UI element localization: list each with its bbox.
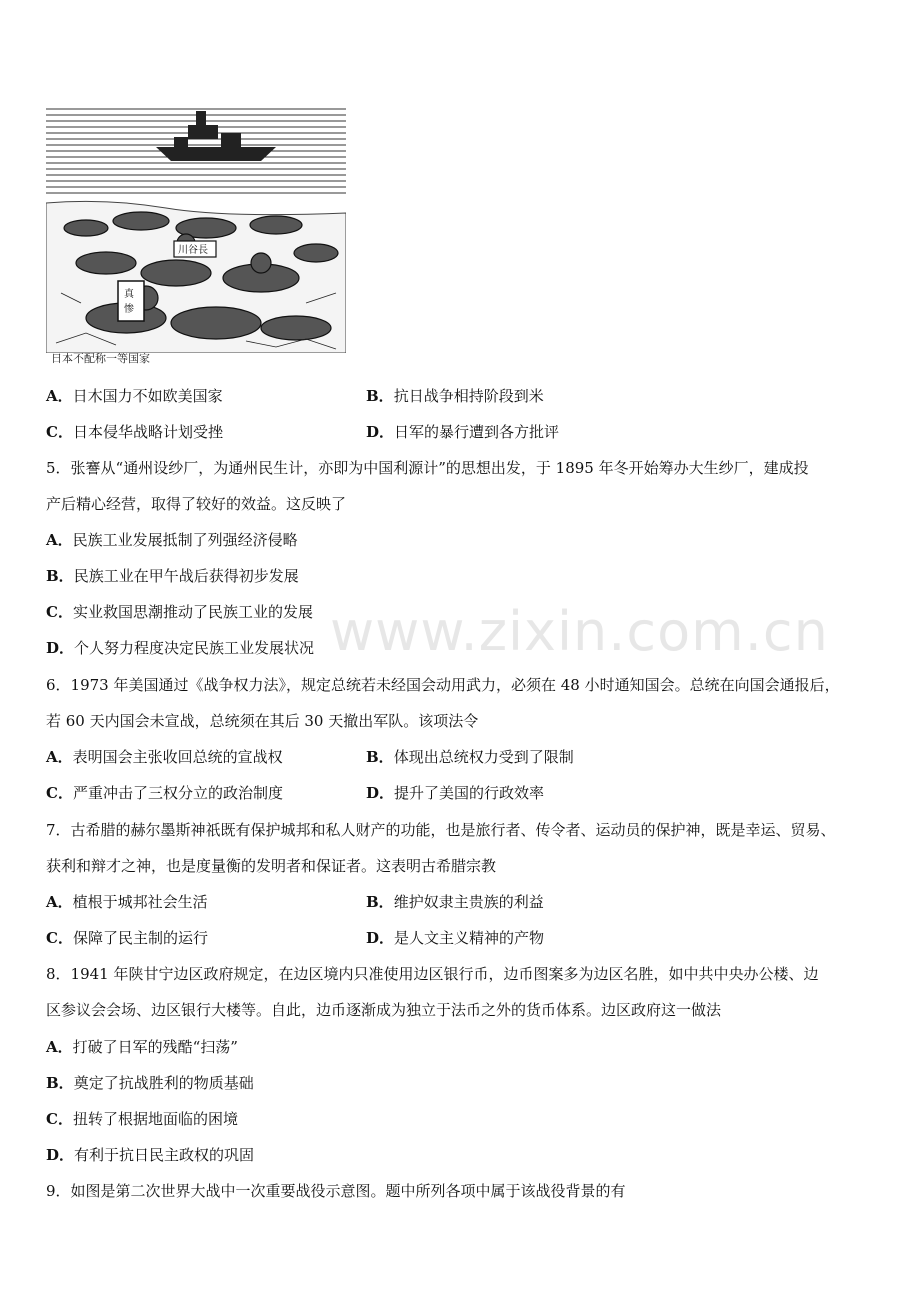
option-text: 是人文主义精神的产物 xyxy=(394,929,545,947)
q6-stem-line-1: 6．1973 年美国通过《战争权力法》，规定总统若未经国会动用武力，必须在 48 小时通知国会。总统在向国会通报后， xyxy=(46,676,840,694)
q8-option-b[interactable] xyxy=(46,1073,254,1093)
sign-left-1: 真 xyxy=(124,289,134,300)
option-text: 提升了美国的行政效率 xyxy=(394,784,545,802)
option-letter: A． xyxy=(46,1038,73,1056)
option-text: 植根于城邦社会生活 xyxy=(72,893,208,911)
option-letter: A． xyxy=(46,748,73,766)
q6-option-a[interactable] xyxy=(46,747,283,767)
q4-option-b[interactable] xyxy=(366,386,544,406)
option-letter: A． xyxy=(46,387,73,405)
q9-stem-line-1: 9．如图是第二次世界大战中一次重要战役示意图。题中所列各项中属于该战役背景的有 xyxy=(46,1182,626,1200)
option-letter: D． xyxy=(366,784,395,802)
option-text: 体现出总统权力受到了限制 xyxy=(393,748,574,766)
option-letter: B． xyxy=(46,1074,74,1092)
option-letter: A． xyxy=(46,893,73,911)
option-text: 日木国力不如欧美国家 xyxy=(72,387,223,405)
q8-option-a[interactable] xyxy=(46,1037,238,1057)
option-text: 民族工业在甲午战后获得初步发展 xyxy=(73,567,299,585)
q8-stem-line-1: 8．1941 年陕甘宁边区政府规定，在边区境内只准使用边区银行币，边币图案多为边区名胜，如中共中央办公楼、边 xyxy=(46,965,819,983)
option-text: 实业救国思潮推动了民族工业的发展 xyxy=(72,603,313,621)
option-letter: D． xyxy=(46,1146,75,1164)
option-text: 个人努力程度决定民族工业发展状况 xyxy=(74,639,315,657)
q7-option-c[interactable] xyxy=(46,928,208,948)
option-text: 日本侵华战略计划受挫 xyxy=(72,423,223,441)
q5-stem-line-2: 产后精心经营，取得了较好的效益。这反映了 xyxy=(46,495,347,513)
option-letter: C． xyxy=(46,929,73,947)
q5-stem-line-1: 5．张謇从“通州设纱厂，为通州民生计，亦即为中国利源计”的思想出发，于 1895 年冬开始筹办大生纱厂，建成投 xyxy=(46,459,809,477)
cartoon-caption: 日本不配称一等国家 xyxy=(51,352,150,365)
option-text: 抗日战争相持阶段到米 xyxy=(393,387,544,405)
q8-option-d[interactable] xyxy=(46,1145,254,1165)
option-letter: B． xyxy=(366,748,394,766)
option-letter: C． xyxy=(46,784,73,802)
q4-option-a[interactable] xyxy=(46,386,223,406)
q5-option-c[interactable] xyxy=(46,602,313,622)
q5-option-b[interactable] xyxy=(46,566,299,586)
q7-option-b[interactable] xyxy=(366,892,544,912)
option-letter: B． xyxy=(46,567,74,585)
option-letter: B． xyxy=(366,893,394,911)
q7-stem-line-2: 获利和辩才之神，也是度量衡的发明者和保证者。这表明古希腊宗教 xyxy=(46,857,497,875)
option-text: 日军的暴行遭到各方批评 xyxy=(394,423,560,441)
option-text: 扭转了根据地面临的困境 xyxy=(72,1110,238,1128)
option-text: 严重冲击了三权分立的政治制度 xyxy=(72,784,283,802)
option-text: 奠定了抗战胜利的物质基础 xyxy=(73,1074,254,1092)
option-text: 维护奴隶主贵族的利益 xyxy=(393,893,544,911)
q8-stem-line-2: 区参议会会场、边区银行大楼等。自此，边币逐渐成为独立于法币之外的货币体系。边区政府这一做法 xyxy=(46,1001,722,1019)
q6-option-d[interactable] xyxy=(366,783,544,803)
option-text: 打破了日军的残酷“扫荡” xyxy=(72,1038,238,1056)
q7-option-a[interactable] xyxy=(46,892,208,912)
option-letter: C． xyxy=(46,1110,73,1128)
q6-option-b[interactable] xyxy=(366,747,574,767)
q5-option-d[interactable] xyxy=(46,638,314,658)
cartoon-drawing xyxy=(46,103,346,353)
q6-option-c[interactable] xyxy=(46,783,283,803)
option-letter: D． xyxy=(366,929,395,947)
option-text: 保障了民主制的运行 xyxy=(72,929,208,947)
option-letter: A． xyxy=(46,531,73,549)
option-text: 有利于抗日民主政权的巩固 xyxy=(74,1146,255,1164)
q5-option-a[interactable] xyxy=(46,530,298,550)
option-letter: D． xyxy=(46,639,75,657)
option-text: 民族工业发展抵制了列强经济侵略 xyxy=(72,531,298,549)
sign-right: 川谷長 xyxy=(178,245,208,256)
option-letter: C． xyxy=(46,603,73,621)
option-letter: C． xyxy=(46,423,73,441)
option-text: 表明国会主张收回总统的宣战权 xyxy=(72,748,283,766)
q4-option-d[interactable] xyxy=(366,422,559,442)
option-letter: D． xyxy=(366,423,395,441)
q7-option-d[interactable] xyxy=(366,928,544,948)
q7-stem-line-1: 7．古希腊的赫尔墨斯神祇既有保护城邦和私人财产的功能，也是旅行者、传令者、运动员的保护神，既是幸运、贸易、 xyxy=(46,821,836,839)
q8-option-c[interactable] xyxy=(46,1109,238,1129)
q6-stem-line-2: 若 60 天内国会未宣战，总统须在其后 30 天撤出军队。该项法令 xyxy=(46,712,479,730)
sign-left-2: 惨 xyxy=(124,304,134,315)
q4-option-c[interactable] xyxy=(46,422,223,442)
option-letter: B． xyxy=(366,387,394,405)
watermark: www.zixin.com.cn xyxy=(330,600,829,663)
cartoon-illustration xyxy=(46,103,346,353)
